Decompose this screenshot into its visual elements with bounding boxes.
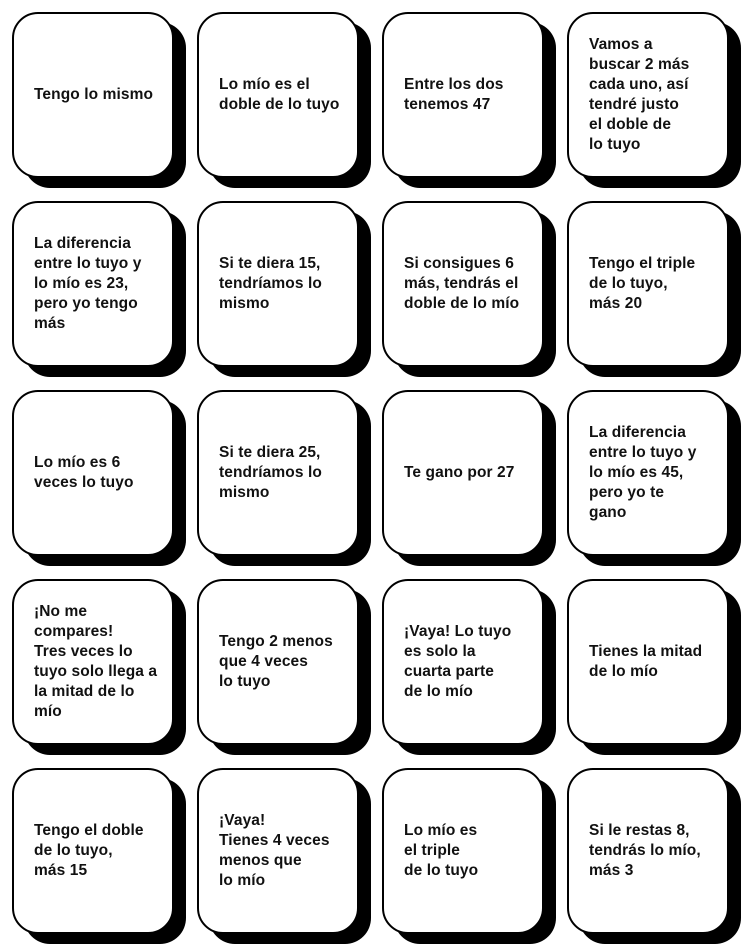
card-text: Tengo el triple de lo tuyo, más 20 [589, 255, 696, 312]
card-face [197, 390, 359, 556]
card-text: La diferencia entre lo tuyo y lo mío es 23, pero yo tengo más [34, 235, 142, 332]
card-text: Tengo 2 menos que 4 veces lo tuyo [219, 633, 333, 690]
card-5 [12, 201, 174, 367]
card-13 [12, 579, 174, 745]
card-face [12, 768, 174, 934]
card-face [197, 201, 359, 367]
card-face [567, 12, 729, 178]
card-7 [382, 201, 544, 367]
card-text: Lo mío es 6 veces lo tuyo [34, 454, 134, 491]
card-text: Vamos a buscar 2 más cada uno, así tendré justo el doble de lo tuyo [589, 36, 690, 153]
card-17 [12, 768, 174, 934]
card-text: Si consigues 6 más, tendrás el doble de lo mío [404, 255, 520, 312]
card-text: La diferencia entre lo tuyo y lo mío es 45, pero yo te gano [589, 424, 697, 521]
card-text: Tienes la mitad de lo mío [589, 643, 703, 680]
card-text: Lo mío es el triple de lo tuyo [404, 822, 479, 879]
card-text: Tengo el doble de lo tuyo, más 15 [34, 822, 144, 879]
card-text: ¡Vaya! Tienes 4 veces menos que lo mío [219, 812, 330, 889]
card-10 [197, 390, 359, 556]
card-9 [12, 390, 174, 556]
card-text: ¡Vaya! Lo tuyo es solo la cuarta parte de lo mío [404, 623, 512, 700]
card-face [12, 579, 174, 745]
card-face [197, 12, 359, 178]
card-11 [382, 390, 544, 556]
card-text: Si te diera 15, tendríamos lo mismo [219, 255, 322, 312]
card-face [12, 12, 174, 178]
card-face [12, 390, 174, 556]
card-face [382, 201, 544, 367]
card-6 [197, 201, 359, 367]
card-14 [197, 579, 359, 745]
card-face [567, 390, 729, 556]
card-text: Entre los dos tenemos 47 [404, 76, 504, 113]
card-face [382, 12, 544, 178]
card-20 [567, 768, 729, 934]
card-text: Si te diera 25, tendríamos lo mismo [219, 444, 322, 501]
card-18 [197, 768, 359, 934]
card-face [12, 201, 174, 367]
card-face [567, 201, 729, 367]
card-text: ¡No me compares! Tres veces lo tuyo solo llega a la mitad de lo mío [34, 603, 158, 720]
card-face [382, 390, 544, 556]
card-text: Te gano por 27 [404, 464, 515, 481]
card-4 [567, 12, 729, 178]
card-12 [567, 390, 729, 556]
card-text: Si le restas 8, tendrás lo mío, más 3 [589, 822, 701, 879]
card-text: Lo mío es el doble de lo tuyo [219, 76, 340, 113]
card-face [567, 768, 729, 934]
card-face [567, 579, 729, 745]
card-19 [382, 768, 544, 934]
card-face [382, 579, 544, 745]
card-face [197, 768, 359, 934]
card-15 [382, 579, 544, 745]
card-face [382, 768, 544, 934]
card-2 [197, 12, 359, 178]
card-1 [12, 12, 174, 178]
card-8 [567, 201, 729, 367]
card-16 [567, 579, 729, 745]
card-3 [382, 12, 544, 178]
card-face [197, 579, 359, 745]
card-text: Tengo lo mismo [34, 86, 154, 103]
